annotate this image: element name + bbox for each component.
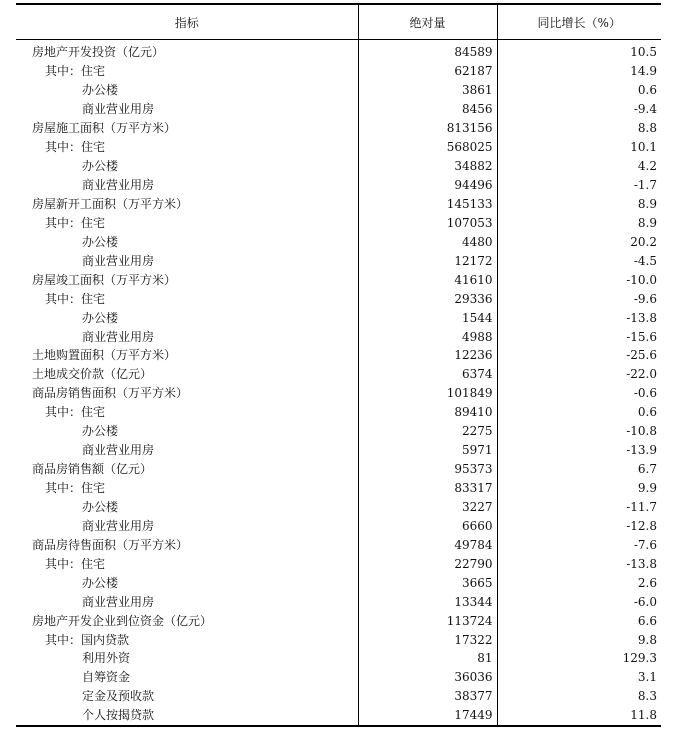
row-indicator-label: 商品房待售面积（万平方米） [32,537,189,552]
row-absolute-value: 62187 [358,62,497,81]
row-yoy-growth: -25.6 [497,346,661,365]
table-row [16,195,661,214]
row-yoy-growth: 9.8 [497,630,661,649]
row-indicator-label: 自筹资金 [82,670,131,685]
row-absolute-value: 4480 [358,232,497,251]
table-row [16,289,661,308]
row-indicator-label: 其中：住宅 [45,64,106,79]
table-row [16,403,661,422]
row-yoy-growth: 6.6 [497,611,661,630]
row-indicator-label: 其中：国内贷款 [45,632,130,647]
row-yoy-growth: 10.5 [497,40,661,62]
row-indicator-label: 定金及预收款 [82,689,155,704]
row-indicator-label: 商业营业用房 [82,102,155,117]
row-indicator-label: 商业营业用房 [82,594,155,609]
row-yoy-growth: 3.1 [497,668,661,687]
row-absolute-value: 107053 [358,213,497,232]
row-absolute-value: 101849 [358,384,497,403]
row-absolute-value: 84589 [358,40,497,62]
row-yoy-growth: -1.7 [497,176,661,195]
row-absolute-value: 34882 [358,157,497,176]
row-indicator-label: 土地购置面积（万平方米） [32,348,177,363]
row-yoy-growth: 8.9 [497,195,661,214]
row-yoy-growth: -4.5 [497,251,661,270]
row-absolute-value: 4988 [358,327,497,346]
header-row [16,4,661,40]
row-indicator-label: 商业营业用房 [82,443,155,458]
row-absolute-value: 1544 [358,308,497,327]
row-absolute-value: 568025 [358,138,497,157]
row-yoy-growth: -13.8 [497,554,661,573]
table-row [16,573,661,592]
row-absolute-value: 145133 [358,195,497,214]
row-yoy-growth: -6.0 [497,592,661,611]
row-absolute-value: 2275 [358,422,497,441]
row-indicator-label: 商业营业用房 [82,253,155,268]
row-absolute-value: 12172 [358,251,497,270]
row-indicator-label: 办公楼 [82,234,119,249]
table-row [16,384,661,403]
header-absolute-value: 绝对量 [358,4,497,40]
row-yoy-growth: 0.6 [497,403,661,422]
row-yoy-growth: -13.9 [497,441,661,460]
row-indicator-label: 其中：住宅 [45,556,106,571]
row-indicator-label: 商业营业用房 [82,178,155,193]
table-row [16,40,661,62]
row-indicator-label: 土地成交价款（亿元） [32,367,153,382]
row-yoy-growth: -7.6 [497,535,661,554]
statistics-table-container [16,3,661,727]
row-yoy-growth: -22.0 [497,365,661,384]
row-indicator-label: 办公楼 [82,499,119,514]
row-absolute-value: 95373 [358,460,497,479]
row-absolute-value: 5971 [358,441,497,460]
row-absolute-value: 29336 [358,289,497,308]
table-row [16,498,661,517]
row-indicator-label: 其中：住宅 [45,481,106,496]
row-yoy-growth: 20.2 [497,232,661,251]
table-row [16,62,661,81]
row-yoy-growth: 9.9 [497,479,661,498]
table-row [16,232,661,251]
row-indicator-label: 商品房销售面积（万平方米） [32,386,189,401]
row-absolute-value: 17449 [358,706,497,726]
row-yoy-growth: -13.8 [497,308,661,327]
table-row [16,176,661,195]
row-absolute-value: 17322 [358,630,497,649]
row-indicator-label: 房屋新开工面积（万平方米） [32,196,189,211]
row-absolute-value: 36036 [358,668,497,687]
row-indicator-label: 个人按揭贷款 [16,706,358,726]
table-row [16,138,661,157]
table-row [16,327,661,346]
row-absolute-value: 13344 [358,592,497,611]
table-row [16,516,661,535]
row-absolute-value: 83317 [358,479,497,498]
row-indicator-label: 办公楼 [82,575,119,590]
row-absolute-value: 3665 [358,573,497,592]
row-indicator-label: 其中：住宅 [45,405,106,420]
row-indicator-label: 房屋竣工面积（万平方米） [32,272,177,287]
table-body [16,40,661,726]
row-absolute-value: 113724 [358,611,497,630]
row-yoy-growth: 10.1 [497,138,661,157]
table-row [16,706,661,726]
table-row [16,251,661,270]
row-indicator-label: 办公楼 [82,83,119,98]
table-row [16,81,661,100]
row-indicator-label: 商品房销售额（亿元） [32,462,153,477]
row-yoy-growth: 8.3 [497,687,661,706]
row-absolute-value: 89410 [358,403,497,422]
table-row [16,592,661,611]
row-yoy-growth: -0.6 [497,384,661,403]
row-indicator-label: 其中：住宅 [45,215,106,230]
row-absolute-value: 94496 [358,176,497,195]
table-row [16,308,661,327]
row-yoy-growth: 8.9 [497,213,661,232]
table-row [16,630,661,649]
row-indicator-label: 商业营业用房 [82,329,155,344]
row-indicator-label: 房屋施工面积（万平方米） [32,121,177,136]
row-absolute-value: 8456 [358,100,497,119]
row-absolute-value: 6374 [358,365,497,384]
header-indicator: 指标 [16,4,358,40]
row-absolute-value: 12236 [358,346,497,365]
table-row [16,668,661,687]
header-yoy-growth: 同比增长（%） [497,4,661,40]
row-indicator-label: 其中：住宅 [45,291,106,306]
row-yoy-growth: 11.8 [497,706,661,726]
row-yoy-growth: -11.7 [497,498,661,517]
row-absolute-value: 6660 [358,516,497,535]
table-row [16,157,661,176]
table-row [16,365,661,384]
row-absolute-value: 49784 [358,535,497,554]
table-row [16,460,661,479]
table-row [16,213,661,232]
row-absolute-value: 3861 [358,81,497,100]
row-indicator-label: 办公楼 [82,310,119,325]
table-row [16,649,661,668]
row-yoy-growth: 4.2 [497,157,661,176]
row-indicator-label: 房地产开发投资（亿元） [32,45,165,60]
row-indicator-label: 利用外资 [82,651,131,666]
table-row [16,535,661,554]
row-indicator-label: 办公楼 [82,424,119,439]
real-estate-statistics-table [16,3,661,727]
table-row [16,422,661,441]
row-absolute-value: 3227 [358,498,497,517]
row-yoy-growth: -10.8 [497,422,661,441]
row-absolute-value: 81 [358,649,497,668]
table-header [16,4,661,40]
table-row [16,100,661,119]
table-row [16,441,661,460]
row-yoy-growth: -10.0 [497,270,661,289]
table-row [16,346,661,365]
row-absolute-value: 22790 [358,554,497,573]
table-row [16,119,661,138]
table-row [16,479,661,498]
row-absolute-value: 38377 [358,687,497,706]
table-row [16,611,661,630]
row-yoy-growth: 2.6 [497,573,661,592]
row-indicator-label: 商业营业用房 [82,518,155,533]
table-row [16,687,661,706]
table-row [16,270,661,289]
row-indicator-label: 其中：住宅 [45,140,106,155]
row-yoy-growth: -9.4 [497,100,661,119]
row-yoy-growth: 8.8 [497,119,661,138]
row-yoy-growth: 129.3 [497,649,661,668]
row-indicator-label: 办公楼 [82,159,119,174]
row-yoy-growth: -15.6 [497,327,661,346]
row-absolute-value: 813156 [358,119,497,138]
row-yoy-growth: -9.6 [497,289,661,308]
row-yoy-growth: 6.7 [497,460,661,479]
row-absolute-value: 41610 [358,270,497,289]
table-row [16,554,661,573]
row-yoy-growth: 0.6 [497,81,661,100]
row-yoy-growth: -12.8 [497,516,661,535]
row-indicator-label: 房地产开发企业到位资金（亿元） [32,613,213,628]
row-yoy-growth: 14.9 [497,62,661,81]
